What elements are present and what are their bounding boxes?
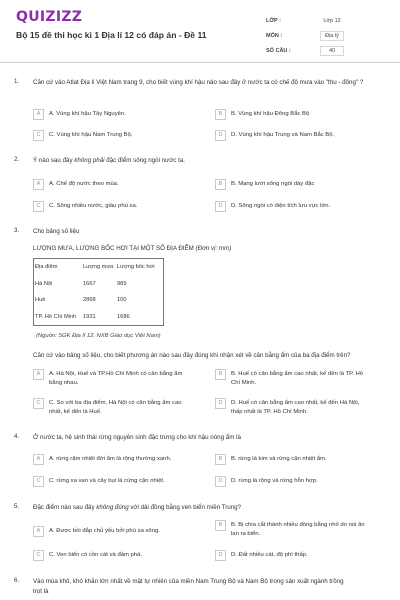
question-number: 1.: [14, 78, 20, 85]
option-text: D. Vùng khí hậu Trung và Nam Bắc Bộ.: [231, 132, 335, 138]
option-letter-box: C: [33, 398, 44, 409]
quizizz-logo[interactable]: QUIZIZZ: [16, 9, 83, 25]
option-c[interactable]: [33, 202, 199, 212]
option-text: A. Hà Nội, Huế và TP.Hồ Chí Minh có cân bằng ẩm bằng nhau.: [49, 371, 183, 386]
emphasis-text: không phải: [74, 157, 105, 164]
option-d[interactable]: [215, 551, 381, 561]
option-letter-box: B: [215, 520, 226, 531]
option-letter-box: C: [33, 130, 44, 141]
option-letter-box: B: [215, 369, 226, 380]
option-letter-box: A: [33, 369, 44, 380]
option-d[interactable]: [215, 131, 381, 141]
option-a[interactable]: [33, 455, 199, 465]
option-letter-box: D: [215, 398, 226, 409]
table-title: LƯỢNG MƯA, LƯỢNG BỐC HƠI TẠI MỘT SỐ ĐỊA ĐIỂM (Đơn vị: mm): [33, 245, 232, 252]
table-cell: 989: [117, 280, 127, 287]
table-row: [34, 292, 163, 309]
option-text: A. Được bồi đắp chủ yếu bởi phù sa sông.: [49, 528, 160, 534]
question-text: Ý nào sau đây không phải đặc điểm sông ngòi nước ta.: [33, 157, 185, 164]
option-text: A. Chế độ nước theo mùa.: [49, 181, 119, 187]
option-letter-box: C: [33, 476, 44, 487]
option-text: B. Bị chia cắt thành nhiều đồng bằng nhỏ do núi ăn lan ra biển.: [231, 522, 365, 537]
option-d[interactable]: [215, 477, 381, 487]
option-text: D. Sông ngòi có diện tích lưu vực lớn.: [231, 203, 331, 209]
option-d[interactable]: [215, 399, 381, 416]
option-text: B. Mạng lưới sông ngòi dày đặc: [231, 181, 315, 187]
question-intro: Cho bảng số liệu: [33, 228, 80, 235]
option-text: B. Huế có cân bằng ẩm cao nhất, kế đến là TP. Hồ Chí Minh.: [231, 371, 364, 386]
meta-value: Địa lý: [320, 31, 344, 41]
question-number: 2.: [14, 156, 20, 163]
table-cell: TP. Hồ Chí Minh: [35, 314, 77, 321]
table-cell: Hà Nội: [35, 280, 53, 287]
table-header: Lượng mưa: [83, 264, 114, 271]
option-c[interactable]: [33, 551, 199, 561]
meta-label: SỐ CÂU :: [266, 47, 291, 54]
option-letter-box: D: [215, 201, 226, 212]
header-divider: [0, 62, 400, 63]
meta-panel: [264, 13, 390, 58]
option-b[interactable]: [215, 110, 381, 120]
meta-label: MÔN :: [266, 32, 283, 39]
table-cell: 1667: [83, 280, 96, 287]
table-source: (Nguồn: SGK Địa lí 12, NXB Giáo dục Việt Nam): [36, 333, 161, 339]
option-letter-box: B: [215, 454, 226, 465]
option-letter-box: B: [215, 109, 226, 120]
option-c[interactable]: [33, 477, 199, 487]
meta-row-count: [264, 43, 390, 58]
question-number: 4.: [14, 433, 20, 440]
table-header-row: [34, 259, 163, 276]
question-text: Đặc điểm nào sau đây không đúng với dải đồng bằng ven biển miền Trung?: [33, 504, 242, 511]
question-number: 5.: [14, 503, 20, 510]
option-letter-box: C: [33, 201, 44, 212]
table-row: [34, 309, 163, 326]
option-text: D. Đất nhiều cát, độ phì thấp.: [231, 552, 308, 558]
question-number: 3.: [14, 227, 20, 234]
option-text: A. rừng rậm nhiệt đới ẩm lá rộng thường xanh.: [49, 456, 172, 462]
option-a[interactable]: [33, 110, 199, 120]
question-number: 6.: [14, 577, 20, 584]
table-cell: Huế: [35, 297, 46, 304]
option-letter-box: D: [215, 476, 226, 487]
option-letter-box: A: [33, 109, 44, 120]
option-a[interactable]: [33, 370, 199, 387]
option-letter-box: D: [215, 130, 226, 141]
question-text: Ở nước ta, hệ sinh thái rừng nguyên sinh đặc trưng cho khí hậu nóng ẩm là: [33, 434, 241, 441]
option-text: C. Sông nhiều nước, giàu phù sa.: [49, 203, 138, 209]
meta-value: 40: [320, 46, 344, 56]
table-cell: 1686: [117, 314, 130, 321]
emphasis-text: không đúng: [96, 504, 129, 511]
option-text: C. Ven biển có cồn cát và đầm phá.: [49, 552, 142, 558]
option-c[interactable]: [33, 131, 199, 141]
table-header: Địa điểm: [35, 264, 58, 271]
option-text: C. So với ba địa điểm, Hà Nội có cân bằng ẩm cao nhất, kế đến là Huế.: [49, 400, 182, 415]
option-a[interactable]: [33, 527, 199, 537]
option-b[interactable]: [215, 521, 381, 538]
option-c[interactable]: [33, 399, 199, 416]
option-b[interactable]: [215, 180, 381, 190]
option-letter-box: A: [33, 179, 44, 190]
option-text: D. rừng lá rộng và rừng hỗn hợp.: [231, 478, 318, 484]
data-table: [33, 258, 164, 326]
meta-value: Lớp 12: [323, 17, 341, 24]
option-letter-box: B: [215, 179, 226, 190]
meta-label: LỚP :: [266, 17, 281, 24]
option-a[interactable]: [33, 180, 199, 190]
option-b[interactable]: [215, 455, 381, 465]
option-text: B. Vùng khí hậu Đông Bắc Bộ: [231, 111, 310, 117]
table-cell: 2868: [83, 297, 96, 304]
meta-row-subject: [264, 28, 390, 43]
option-text: A. Vùng khí hậu Tây Nguyên.: [49, 111, 126, 117]
option-text: C. rừng xa van và cây bụi lá cứng cận nhiệt.: [49, 478, 165, 484]
worksheet-header: [0, 0, 400, 62]
option-b[interactable]: [215, 370, 381, 387]
option-letter-box: A: [33, 526, 44, 537]
question-text: Căn cứ vào Atlat Địa lí Việt Nam trang 9, cho biết vùng khí hậu nào sau đây ở nước ta có chế độ mưa vào "thu - đông" ?: [33, 79, 364, 86]
option-text: B. rừng lá kim và rừng cận nhiệt ẩm.: [231, 456, 327, 462]
option-d[interactable]: [215, 202, 381, 212]
option-text: C. Vùng khí hậu Nam Trung Bộ.: [49, 132, 133, 138]
option-letter-box: C: [33, 550, 44, 561]
option-text: D. Huế có cân bằng ẩm cao nhất, kế đến Hà Nội, thấp nhất là TP. Hồ Chí Minh.: [231, 400, 360, 415]
page-title: Bộ 15 đề thi học kì 1 Địa lí 12 có đáp án - Đề 11: [16, 30, 207, 40]
option-letter-box: A: [33, 454, 44, 465]
table-row: [34, 276, 163, 293]
table-cell: 100: [117, 297, 127, 304]
table-unit: (Đơn vị: mm): [195, 245, 232, 252]
question-text: Vào mùa khô, khó khăn lớn nhất về mặt tự nhiên của miền Nam Trung Bộ và Nam Bộ trong sản xuất ngành trồng trọt là: [33, 578, 344, 595]
table-cell: 1931: [83, 314, 96, 321]
question-text: Căn cứ vào bảng số liệu, cho biết phương án nào sau đây đúng khi nhận xét về cân bằng ẩm của ba địa điểm trên?: [33, 352, 351, 359]
meta-row-grade: [264, 13, 390, 28]
table-header: Lượng bốc hơi: [117, 264, 155, 271]
option-letter-box: D: [215, 550, 226, 561]
